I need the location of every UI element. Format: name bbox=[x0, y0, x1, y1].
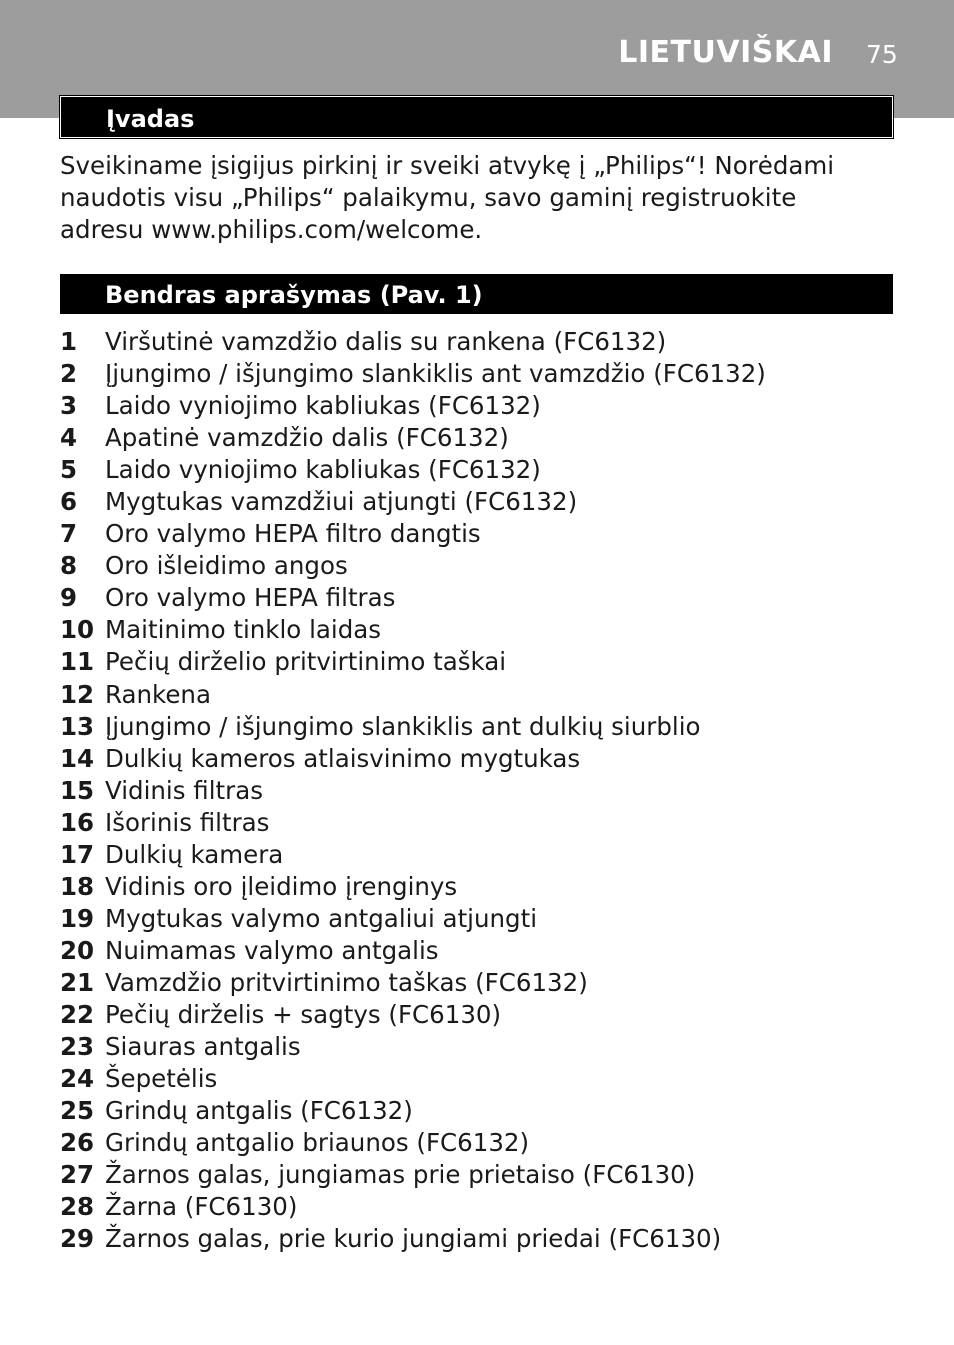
part-number: 12 bbox=[60, 679, 95, 709]
list-item bbox=[60, 1095, 766, 1127]
part-number: 16 bbox=[60, 807, 95, 837]
part-number: 4 bbox=[60, 423, 78, 453]
parts-list bbox=[60, 326, 766, 1255]
list-item bbox=[60, 326, 766, 358]
part-number: 9 bbox=[60, 583, 78, 613]
part-number: 29 bbox=[60, 1224, 95, 1254]
part-number: 7 bbox=[60, 519, 78, 549]
part-label: Grindų antgalio briaunos (FC6132) bbox=[105, 1128, 530, 1158]
list-item bbox=[60, 839, 766, 871]
part-number: 14 bbox=[60, 743, 95, 773]
list-item bbox=[60, 454, 766, 486]
page-number: 75 bbox=[866, 40, 898, 69]
part-label: Dulkių kamera bbox=[105, 839, 284, 869]
part-number: 13 bbox=[60, 711, 95, 741]
part-label: Siauras antgalis bbox=[105, 1032, 301, 1062]
list-item bbox=[60, 871, 766, 903]
list-item bbox=[60, 646, 766, 678]
part-label: Oro valymo HEPA filtro dangtis bbox=[105, 519, 481, 549]
part-label: Dulkių kameros atlaisvinimo mygtukas bbox=[105, 743, 581, 773]
list-item bbox=[60, 903, 766, 935]
part-number: 10 bbox=[60, 615, 95, 645]
list-item bbox=[60, 518, 766, 550]
part-label: Įjungimo / išjungimo slankiklis ant vamzdžio (FC6132) bbox=[105, 359, 766, 389]
part-number: 8 bbox=[60, 551, 78, 581]
part-number: 27 bbox=[60, 1160, 95, 1190]
part-label: Žarna (FC6130) bbox=[105, 1192, 298, 1222]
list-item bbox=[60, 711, 766, 743]
part-number: 23 bbox=[60, 1032, 95, 1062]
part-number: 19 bbox=[60, 903, 95, 933]
part-number: 1 bbox=[60, 327, 78, 356]
list-item bbox=[60, 967, 766, 999]
section-heading-intro: Įvadas bbox=[60, 96, 893, 138]
part-label: Oro valymo HEPA filtras bbox=[105, 583, 396, 613]
list-item bbox=[60, 486, 766, 518]
list-item bbox=[60, 999, 766, 1031]
part-label: Vidinis oro įleidimo įrenginys bbox=[105, 871, 458, 901]
part-label: Žarnos galas, jungiamas prie prietaiso (FC6130) bbox=[105, 1160, 696, 1190]
list-item bbox=[60, 582, 766, 614]
part-number: 24 bbox=[60, 1064, 95, 1094]
part-label: Mygtukas valymo antgaliui atjungti bbox=[105, 903, 538, 933]
part-label: Pečių dirželio pritvirtinimo taškai bbox=[105, 647, 507, 677]
list-item bbox=[60, 807, 766, 839]
list-item bbox=[60, 390, 766, 422]
part-label: Mygtukas vamzdžiui atjungti (FC6132) bbox=[105, 487, 578, 517]
part-label: Išorinis filtras bbox=[105, 807, 270, 837]
part-number: 6 bbox=[60, 487, 78, 517]
list-item bbox=[60, 422, 766, 454]
part-number: 2 bbox=[60, 359, 78, 389]
list-item bbox=[60, 1127, 766, 1159]
part-label: Įjungimo / išjungimo slankiklis ant dulkių siurblio bbox=[105, 711, 701, 741]
part-label: Pečių dirželis + sagtys (FC6130) bbox=[105, 999, 502, 1029]
section-heading-overview: Bendras aprašymas (Pav. 1) bbox=[60, 274, 893, 314]
list-item bbox=[60, 1031, 766, 1063]
part-label: Žarnos galas, prie kurio jungiami priedai (FC6130) bbox=[105, 1224, 722, 1254]
part-number: 26 bbox=[60, 1128, 95, 1158]
part-number: 11 bbox=[60, 647, 95, 677]
list-item bbox=[60, 935, 766, 967]
part-label: Grindų antgalis (FC6132) bbox=[105, 1096, 413, 1126]
part-label: Maitinimo tinklo laidas bbox=[105, 615, 382, 645]
part-label: Viršutinė vamzdžio dalis su rankena (FC6132) bbox=[105, 327, 667, 356]
list-item bbox=[60, 775, 766, 807]
intro-paragraph: Sveikiname įsigijus pirkinį ir sveiki atvykę į „Philips“! Norėdami naudotis visu „Philips“ palaikymu, savo gaminį registruokite adresu www.philips.com/welcome. bbox=[60, 151, 835, 244]
part-label: Šepetėlis bbox=[105, 1064, 218, 1094]
list-item bbox=[60, 1063, 766, 1095]
part-label: Vidinis filtras bbox=[105, 775, 263, 805]
part-number: 17 bbox=[60, 839, 95, 869]
part-label: Apatinė vamzdžio dalis (FC6132) bbox=[105, 423, 509, 453]
list-item bbox=[60, 743, 766, 775]
list-item bbox=[60, 1223, 766, 1255]
part-label: Vamzdžio pritvirtinimo taškas (FC6132) bbox=[105, 967, 588, 997]
list-item bbox=[60, 550, 766, 582]
list-item bbox=[60, 358, 766, 390]
list-item bbox=[60, 614, 766, 646]
part-number: 18 bbox=[60, 871, 95, 901]
list-item bbox=[60, 679, 766, 711]
part-label: Nuimamas valymo antgalis bbox=[105, 935, 439, 965]
part-label: Laido vyniojimo kabliukas (FC6132) bbox=[105, 391, 541, 421]
list-item bbox=[60, 1191, 766, 1223]
part-number: 21 bbox=[60, 967, 95, 997]
part-number: 20 bbox=[60, 935, 95, 965]
list-item bbox=[60, 1159, 766, 1191]
part-label: Oro išleidimo angos bbox=[105, 551, 348, 581]
part-number: 15 bbox=[60, 775, 95, 805]
part-number: 5 bbox=[60, 455, 78, 485]
language-title: LIETUVIŠKAI bbox=[618, 35, 833, 70]
part-number: 28 bbox=[60, 1192, 95, 1222]
part-number: 3 bbox=[60, 391, 78, 421]
part-label: Laido vyniojimo kabliukas (FC6132) bbox=[105, 455, 541, 485]
part-number: 25 bbox=[60, 1096, 95, 1126]
part-label: Rankena bbox=[105, 679, 211, 709]
part-number: 22 bbox=[60, 999, 95, 1029]
